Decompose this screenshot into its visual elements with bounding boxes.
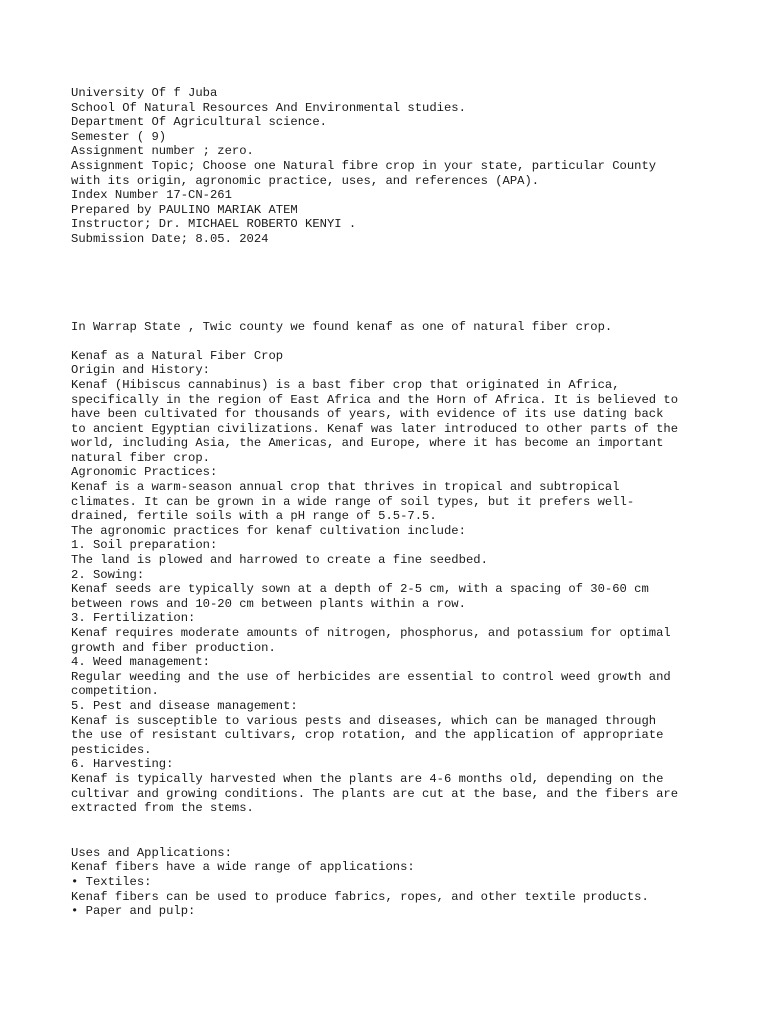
instructor-line: Instructor; Dr. MICHAEL ROBERTO KENYI .	[71, 217, 357, 232]
list-item-heading: 1. Soil preparation:	[71, 538, 218, 553]
department-name: Department Of Agricultural science.	[71, 115, 327, 130]
body-line: between rows and 10-20 cm between plants within a row.	[71, 596, 466, 611]
bullet-item: • Textiles:	[71, 874, 152, 889]
body-line: Kenaf seeds are typically sown at a depth of 2-5 cm, with a spacing of 30-60 cm	[71, 582, 649, 597]
body-line: competition.	[71, 684, 159, 699]
bullet-item: • Paper and pulp:	[71, 904, 196, 919]
body-line: the use of resistant cultivars, crop rotation, and the application of appropriate	[71, 728, 664, 743]
spacer	[71, 247, 731, 320]
body-line: have been cultivated for thousands of years, with evidence of its use dating back	[71, 407, 664, 422]
subheading-origin: Origin and History:	[71, 363, 210, 378]
body-line: natural fiber crop.	[71, 450, 210, 465]
body-line: pesticides.	[71, 742, 152, 757]
assignment-topic-line: Assignment Topic; Choose one Natural fibre crop in your state, particular County	[71, 158, 657, 173]
list-item-heading: 2. Sowing:	[71, 567, 145, 582]
body-line: Kenaf (Hibiscus cannabinus) is a bast fiber crop that originated in Africa,	[71, 377, 620, 392]
assignment-topic-line: with its origin, agronomic practice, uses, and references (APA).	[71, 173, 540, 188]
body-line: to ancient Egyptian civilizations. Kenaf was later introduced to other parts of the	[71, 421, 679, 436]
body-line: The land is plowed and harrowed to create a fine seedbed.	[71, 553, 488, 568]
semester-line: Semester ( 9)	[71, 129, 167, 144]
spacer	[71, 334, 731, 349]
body-line: cultivar and growing conditions. The plants are cut at the base, and the fibers are	[71, 786, 679, 801]
prepared-by-line: Prepared by PAULINO MARIAK ATEM	[71, 202, 298, 217]
body-line: Kenaf is susceptible to various pests and diseases, which can be managed through	[71, 713, 657, 728]
body-line: growth and fiber production.	[71, 640, 276, 655]
title-block	[71, 86, 731, 247]
body-line: The agronomic practices for kenaf cultivation include:	[71, 523, 466, 538]
list-item-heading: 3. Fertilization:	[71, 611, 196, 626]
submission-date-line: Submission Date; 8.05. 2024	[71, 231, 269, 246]
list-item-heading: 6. Harvesting:	[71, 757, 174, 772]
body-line: Regular weeding and the use of herbicides are essential to control weed growth and	[71, 669, 671, 684]
list-item-heading: 5. Pest and disease management:	[71, 698, 298, 713]
body-line: Kenaf fibers can be used to produce fabrics, ropes, and other textile products.	[71, 889, 649, 904]
body-line: drained, fertile soils with a pH range of 5.5-7.5.	[71, 509, 437, 524]
body-line: Kenaf is typically harvested when the plants are 4-6 months old, depending on the	[71, 771, 664, 786]
body-line: Kenaf is a warm-season annual crop that thrives in tropical and subtropical	[71, 480, 620, 495]
assignment-number-line: Assignment number ; zero.	[71, 144, 254, 159]
list-item-heading: 4. Weed management:	[71, 655, 210, 670]
school-name: School Of Natural Resources And Environmental studies.	[71, 100, 466, 115]
section-heading: Kenaf as a Natural Fiber Crop	[71, 348, 284, 363]
uses-section	[71, 846, 731, 919]
body-section	[71, 349, 731, 816]
body-line: specifically in the region of East Africa and the Horn of Africa. It is believed to	[71, 392, 679, 407]
body-line: world, including Asia, the Americas, and Europe, where it has become an important	[71, 436, 664, 451]
university-name: University Of f Juba	[71, 86, 218, 100]
document-page	[71, 86, 731, 919]
spacer	[71, 816, 731, 846]
intro-paragraph: In Warrap State , Twic county we found kenaf as one of natural fiber crop.	[71, 319, 613, 334]
body-line: extracted from the stems.	[71, 801, 254, 816]
body-line: Kenaf requires moderate amounts of nitrogen, phosphorus, and potassium for optimal	[71, 626, 671, 640]
body-line: Kenaf fibers have a wide range of applications:	[71, 860, 415, 875]
index-number-line: Index Number 17-CN-261	[71, 188, 232, 203]
subheading-agronomic: Agronomic Practices:	[71, 465, 218, 480]
subheading-uses: Uses and Applications:	[71, 845, 232, 860]
body-line: climates. It can be grown in a wide range of soil types, but it prefers well-	[71, 494, 635, 509]
